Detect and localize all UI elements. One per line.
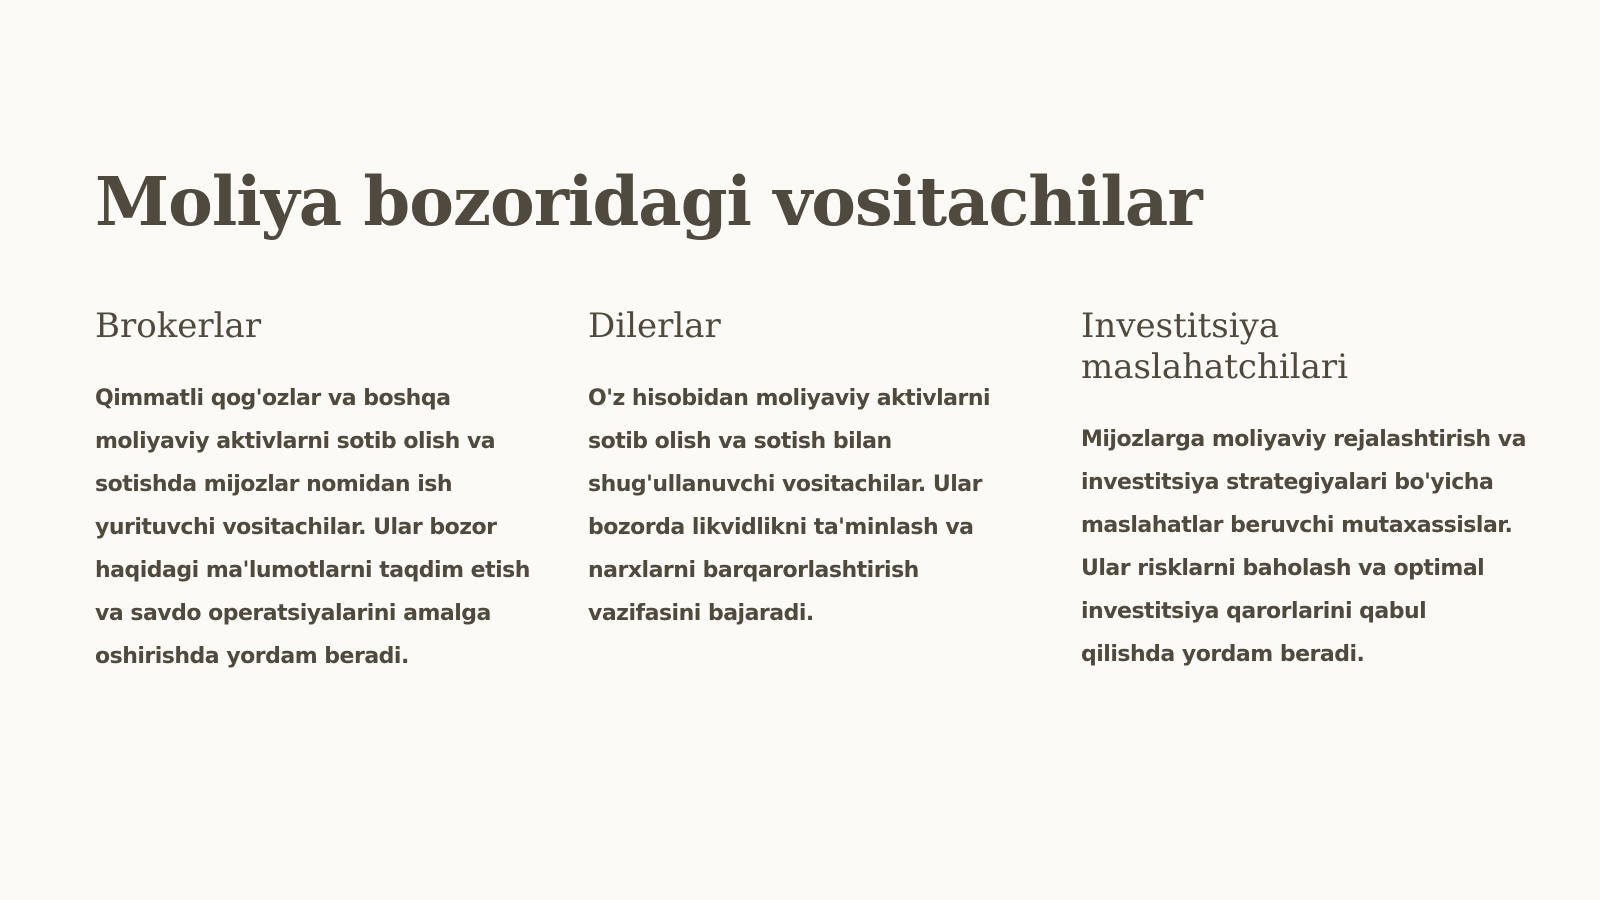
column-brokerlar <box>95 306 535 678</box>
column-body: Mijozlarga moliyaviy rejalashtirish va investitsiya strategiyalari bo'yicha maslahatlar beruvchi mutaxassislar. Ular risklarni baholash va optimal investitsiya qarorlarini qabul qilishda yordam beradi. <box>1081 427 1526 667</box>
column-heading: Investitsiya maslahatchilari <box>1081 306 1349 387</box>
slide-title: Moliya bozoridagi vositachilar <box>95 162 1202 241</box>
column-heading: Dilerlar <box>588 306 721 346</box>
column-dilerlar <box>588 306 1028 635</box>
column-investitsiya-maslahatchilari <box>1081 306 1526 676</box>
column-body: O'z hisobidan moliyaviy aktivlarni sotib olish va sotish bilan shug'ullanuvchi vositachilar. Ular bozorda likvidlikni ta'minlash va narxlarni barqarorlashtirish vazifasini bajaradi. <box>588 386 991 626</box>
column-body: Qimmatli qog'ozlar va boshqa moliyaviy aktivlarni sotib olish va sotishda mijozlar nomidan ish yurituvchi vositachilar. Ular bozor haqidagi ma'lumotlarni taqdim etish va savdo operatsiyalarini amalga oshirishda yordam beradi. <box>95 386 530 669</box>
column-heading: Brokerlar <box>95 306 262 346</box>
